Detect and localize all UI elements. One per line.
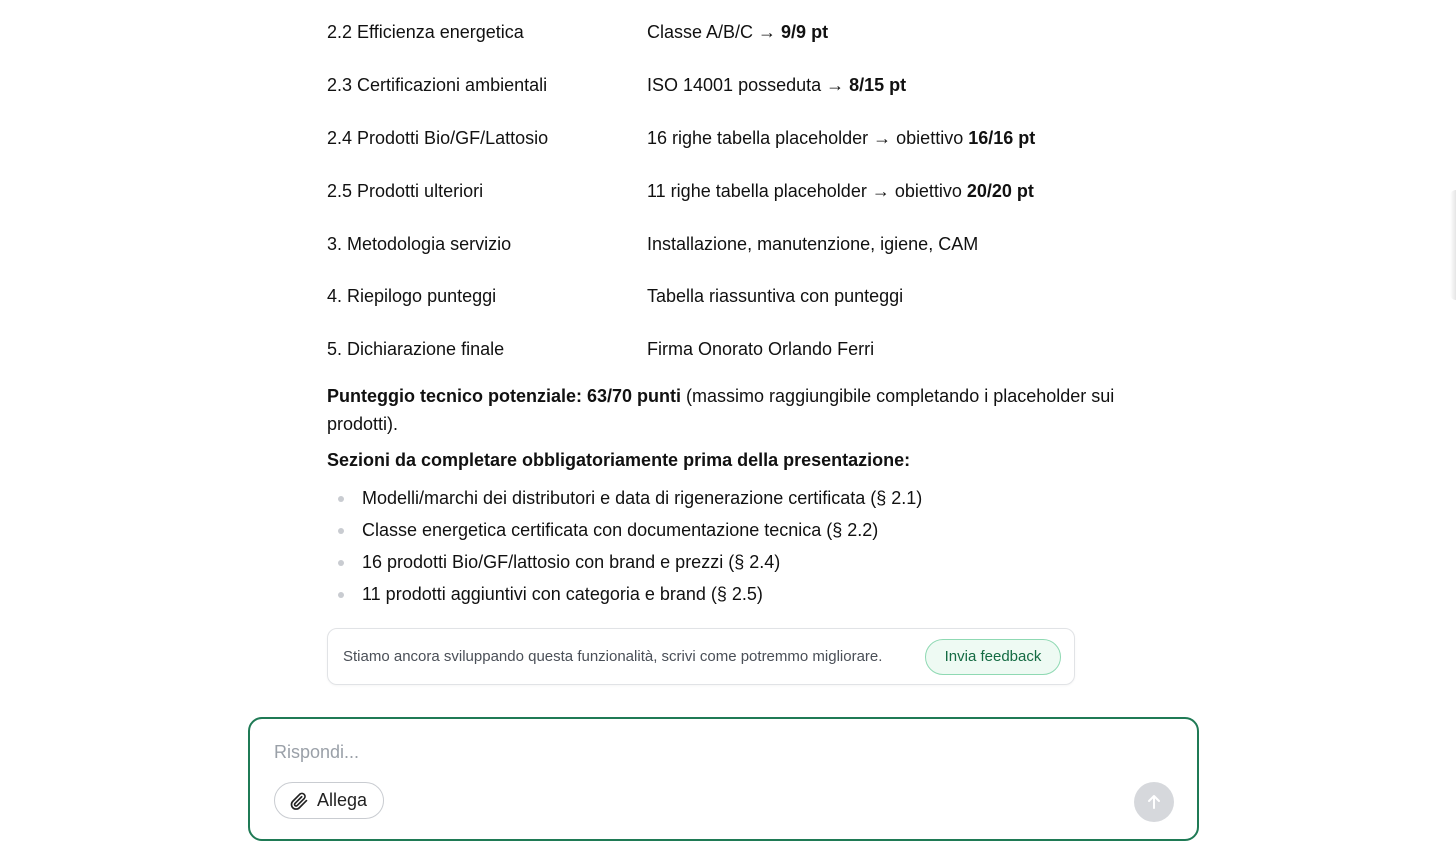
row-section: 4. Riepilogo punteggi (327, 286, 497, 306)
row-detail-text: Firma Onorato Orlando Ferri (647, 339, 875, 359)
reply-input[interactable] (274, 737, 1134, 767)
score-summary-text: (massimo raggiungibile completando i placeholder sui prodotti). (327, 386, 1115, 434)
table-row (327, 70, 1107, 100)
required-sections-list (327, 482, 922, 610)
table-row (327, 17, 1107, 47)
table-row (327, 229, 1107, 259)
row-detail-score: 8/15 pt (849, 75, 907, 95)
row-detail (647, 123, 1035, 153)
list-item (327, 546, 922, 578)
row-detail (647, 176, 1034, 206)
row-detail-text: 16 righe tabella placeholder → obiettivo (647, 128, 969, 148)
list-item-text: 16 prodotti Bio/GF/lattosio con brand e prezzi (§ 2.4) (362, 552, 781, 572)
list-item-text: Classe energetica certificata con documentazione tecnica (§ 2.2) (362, 520, 879, 540)
row-detail-text: Classe A/B/C → (647, 22, 782, 42)
list-item-text: 11 prodotti aggiuntivi con categoria e brand (§ 2.5) (362, 584, 763, 604)
arrow-up-icon (1145, 793, 1163, 811)
row-section: 2.4 Prodotti Bio/GF/Lattosio (327, 128, 549, 148)
side-panel-edge (1450, 190, 1456, 300)
attach-button[interactable] (274, 782, 384, 819)
row-detail (647, 281, 903, 311)
bullet-icon (338, 528, 344, 534)
list-item (327, 578, 922, 610)
row-detail-text: ISO 14001 posseduta → (647, 75, 850, 95)
feedback-banner (327, 628, 1075, 685)
row-detail (647, 17, 828, 47)
send-button[interactable] (1134, 782, 1174, 822)
attach-label: Allega (317, 790, 368, 810)
table-row (327, 123, 1107, 153)
required-sections-heading: Sezioni da completare obbligatoriamente prima della presentazione: (327, 450, 911, 470)
list-item (327, 482, 922, 514)
send-feedback-button[interactable]: Invia feedback (925, 639, 1061, 675)
feedback-message: Stiamo ancora sviluppando questa funzionalità, scrivi come potremmo migliorare. (343, 648, 883, 665)
score-summary-bold: Punteggio tecnico potenziale: 63/70 punti (327, 386, 682, 406)
row-detail (647, 70, 906, 100)
list-item-text: Modelli/marchi dei distributori e data di rigenerazione certificata (§ 2.1) (362, 488, 923, 508)
bullet-icon (338, 560, 344, 566)
sections-table (327, 0, 1107, 375)
table-row (327, 176, 1107, 206)
row-detail-text: 11 righe tabella placeholder → obiettivo (647, 181, 967, 201)
bullet-icon (338, 496, 344, 502)
row-detail-score: 9/9 pt (781, 22, 829, 42)
row-section: 5. Dichiarazione finale (327, 339, 505, 359)
row-section: 2.5 Prodotti ulteriori (327, 181, 484, 201)
paperclip-icon (289, 791, 309, 811)
row-section: 2.3 Certificazioni ambientali (327, 75, 548, 95)
row-section: 2.2 Efficienza energetica (327, 22, 524, 42)
table-row (327, 334, 1107, 364)
reply-composer (248, 717, 1199, 841)
row-detail-text: Tabella riassuntiva con punteggi (647, 286, 904, 306)
bullet-icon (338, 592, 344, 598)
assistant-message (327, 0, 1107, 375)
row-detail (647, 334, 874, 364)
row-detail (647, 229, 978, 259)
row-section: 3. Metodologia servizio (327, 234, 512, 254)
score-summary (327, 382, 1117, 438)
list-item (327, 514, 922, 546)
row-detail-text: Installazione, manutenzione, igiene, CAM (647, 234, 979, 254)
row-detail-score: 20/20 pt (966, 181, 1034, 201)
row-detail-score: 16/16 pt (968, 128, 1036, 148)
table-row (327, 281, 1107, 311)
